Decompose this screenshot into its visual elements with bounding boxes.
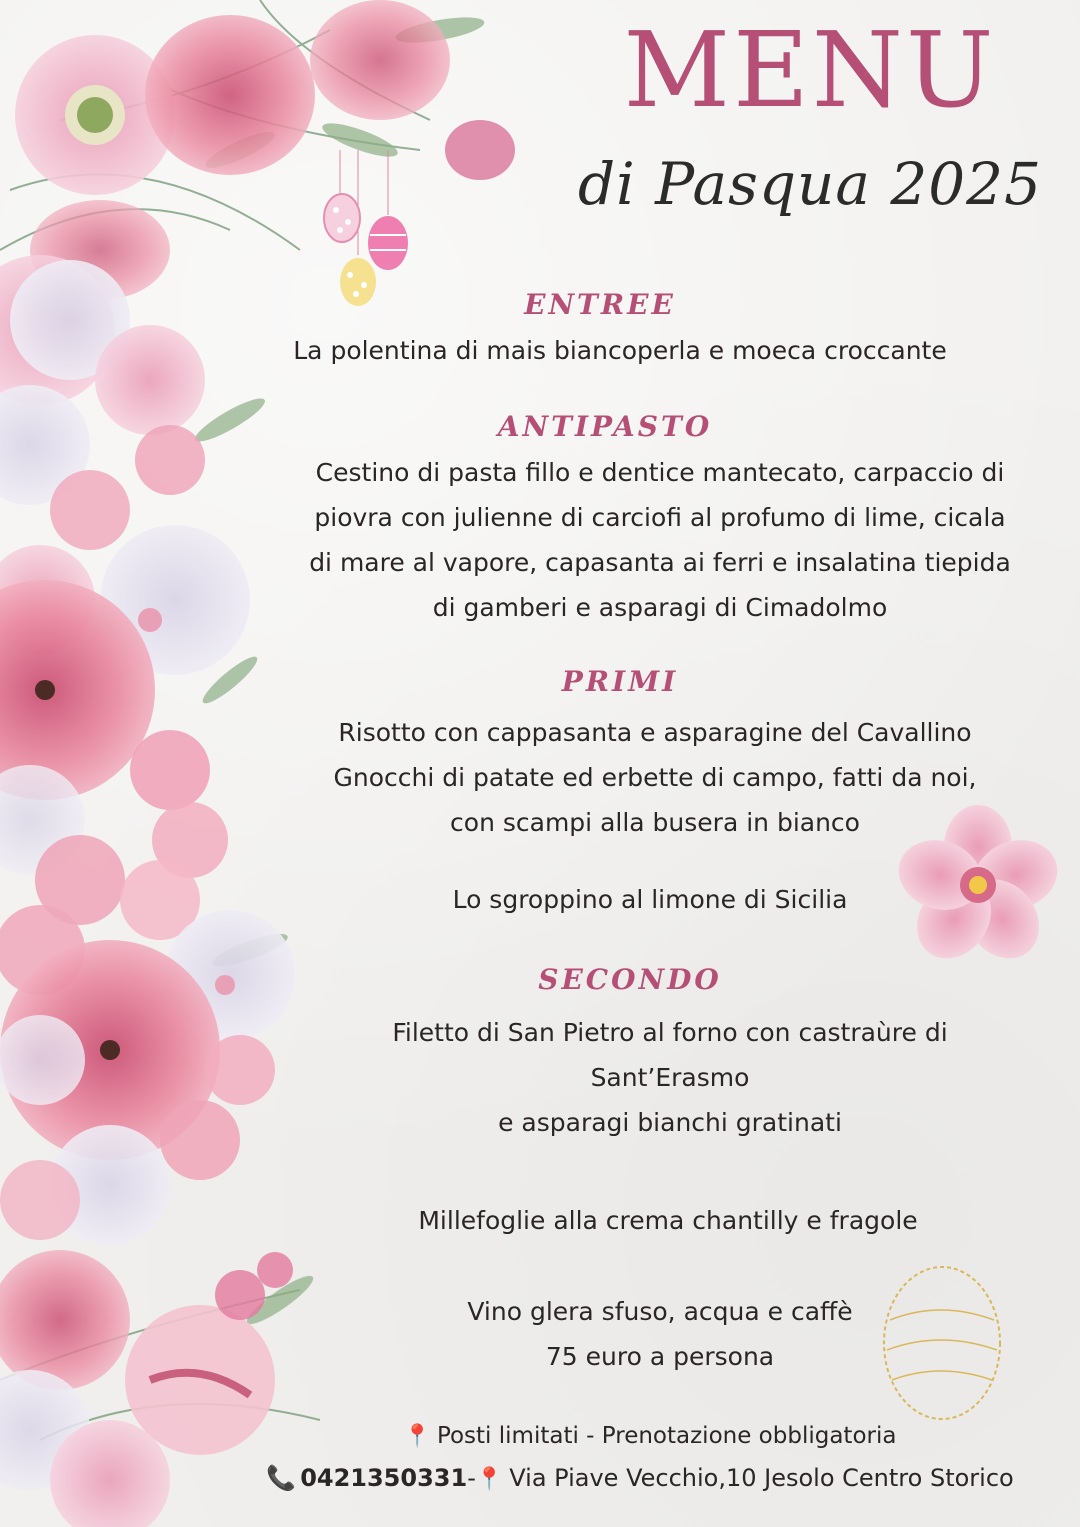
dessert-text — [268, 1198, 1068, 1243]
menu-line: di gamberi e asparagi di Cimadolmo — [432, 593, 888, 622]
section-title-secondo: SECONDO — [538, 963, 722, 996]
menu-line: Sant’Erasmo — [590, 1063, 750, 1092]
menu-line: piovra con julienne di carciofi al profumo di lime, cicala — [314, 503, 1006, 532]
menu-line: Cestino di pasta fillo e dentice mantecato, carpaccio di — [315, 458, 1005, 487]
section-text-antipasto — [260, 450, 1060, 630]
menu-line: con scampi alla busera in bianco — [450, 808, 860, 837]
footer-contact — [200, 1464, 1080, 1492]
section-title-entree: ENTREE — [524, 288, 676, 321]
pin-icon: 📍 — [475, 1467, 504, 1492]
separator: - — [467, 1464, 476, 1492]
menu-line: Risotto con cappasanta e asparagine del Cavallino — [338, 718, 972, 747]
menu-subtitle: di Pasqua 2025 — [578, 150, 1042, 218]
drinks-price-text — [260, 1289, 1060, 1379]
section-title-antipasto: ANTIPASTO — [497, 410, 713, 443]
menu-line: Lo sgroppino al limone di Sicilia — [452, 885, 848, 914]
menu-line: La polentina di mais biancoperla e moeca croccante — [293, 336, 947, 365]
sorbet-text — [250, 877, 1050, 922]
menu-line: Gnocchi di patate ed erbette di campo, fatti da noi, — [333, 763, 977, 792]
drinks-line: Vino glera sfuso, acqua e caffè — [467, 1297, 853, 1326]
footer-notice — [300, 1423, 1000, 1449]
menu-line: Filetto di San Pietro al forno con castraùre di — [392, 1018, 948, 1047]
menu-line: e asparagi bianchi gratinati — [498, 1108, 842, 1137]
phone-number[interactable]: 0421350331 — [300, 1464, 468, 1492]
price-line: 75 euro a persona — [545, 1342, 775, 1371]
section-text-primi — [250, 710, 1060, 845]
section-text-entree — [220, 328, 1020, 373]
menu-title: MENU — [623, 9, 997, 131]
menu-line: di mare al vapore, capasanta ai ferri e insalatina tiepida — [309, 548, 1011, 577]
pin-icon: 📍 — [403, 1424, 431, 1449]
address-text: Via Piave Vecchio,10 Jesolo Centro Storico — [509, 1464, 1014, 1492]
section-title-primi: PRIMI — [561, 665, 679, 698]
notice-text: Posti limitati - Prenotazione obbligatoria — [436, 1423, 897, 1449]
menu-line: Millefoglie alla crema chantilly e fragole — [418, 1206, 918, 1235]
phone-icon: 📞 — [266, 1464, 297, 1492]
section-text-secondo — [270, 1010, 1070, 1145]
